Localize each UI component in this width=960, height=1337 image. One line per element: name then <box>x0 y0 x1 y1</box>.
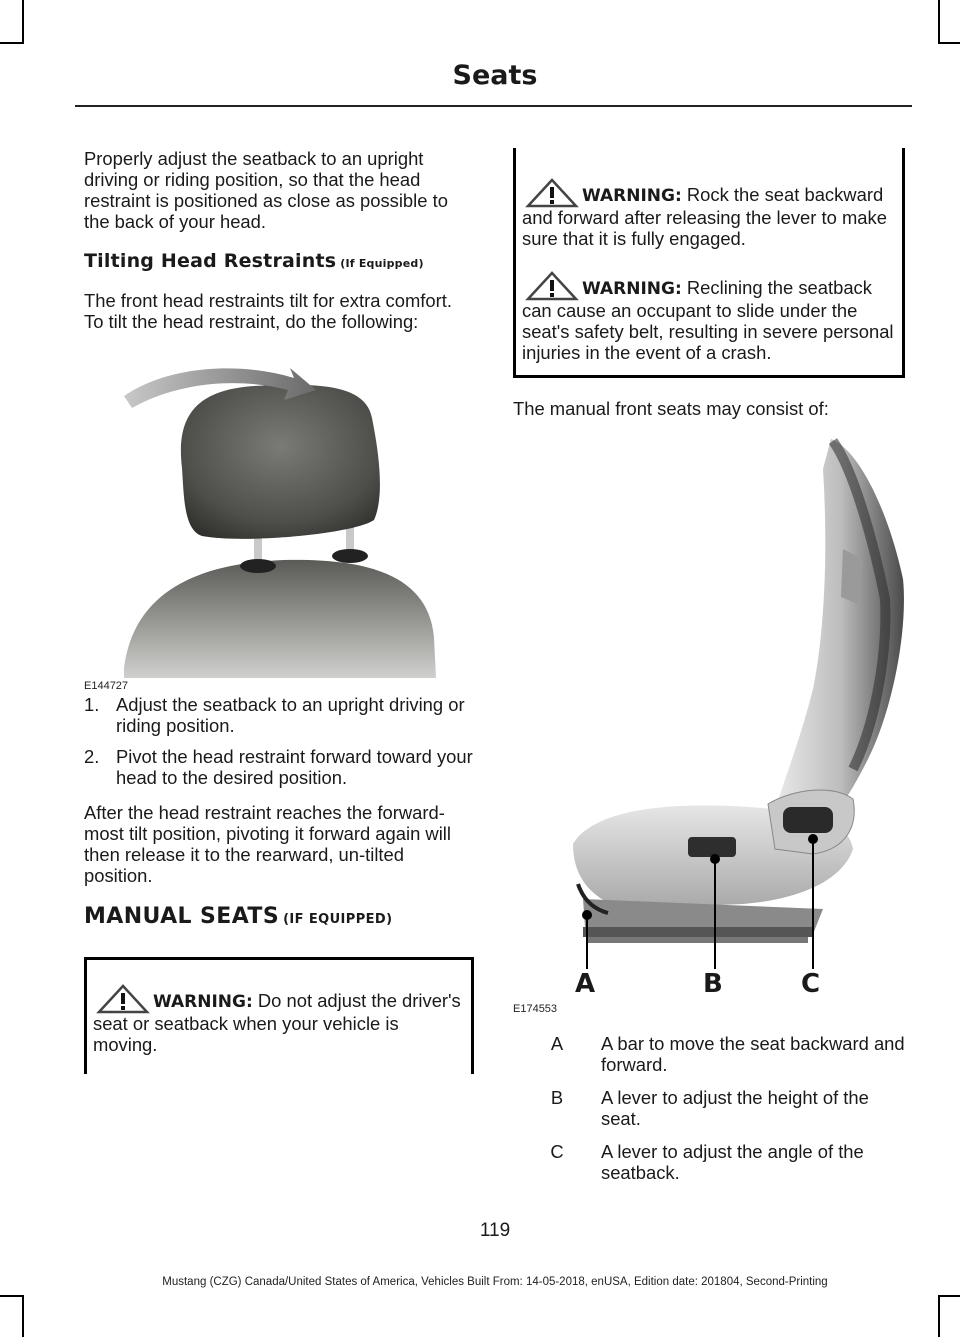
crop-mark <box>0 1295 22 1297</box>
warning-text: Rock the seat backward and forward after releasing the lever to make sure that it is fully engaged. <box>522 184 887 249</box>
list-item <box>84 694 474 736</box>
tilting-heading <box>84 250 474 272</box>
head-restraint-illustration <box>84 348 474 678</box>
list-item <box>84 746 474 788</box>
figure-code: E174553 <box>513 1003 558 1015</box>
warning-item <box>522 184 898 249</box>
warning-box <box>84 957 474 1074</box>
crop-mark <box>938 42 960 44</box>
crop-mark <box>938 1295 960 1297</box>
left-column <box>84 148 474 1074</box>
crop-mark <box>22 0 24 44</box>
tilting-paragraph: The front head restraints tilt for extra comfort. To tilt the head restraint, do the following: <box>84 290 452 332</box>
legend-row <box>513 1033 905 1075</box>
step-text: Adjust the seatback to an upright driving or riding position. <box>116 694 465 736</box>
legend <box>513 1033 905 1183</box>
warning-item <box>522 277 898 363</box>
tilting-heading-note: (If Equipped) <box>340 257 424 270</box>
legend-key: A <box>550 1033 564 1054</box>
manual-heading-text: MANUAL SEATS <box>84 904 280 929</box>
legend-text: A lever to adjust the height of the seat. <box>601 1087 869 1129</box>
head-restraint-figure <box>84 348 474 694</box>
warning-text: Do not adjust the driver's seat or seatback when your vehicle is moving. <box>93 990 461 1055</box>
warning-box <box>513 148 905 378</box>
intro-paragraph: Properly adjust the seatback to an upright driving or riding position, so that the head restraint is positioned as close as possible to the back of your head. <box>84 148 448 232</box>
callout-c: C <box>801 969 821 999</box>
legend-key: B <box>550 1087 564 1108</box>
warning-text: Reclining the seatback can cause an occupant to slide under the seat's safety belt, resulting in severe personal injuries in the event of a crash. <box>522 277 894 363</box>
legend-key: C <box>550 1141 564 1162</box>
warning-item <box>93 990 467 1055</box>
after-paragraph: After the head restraint reaches the forward-most tilt position, pivoting it forward again will then release it to the rearward, un-tilted position. <box>84 802 451 886</box>
crop-mark <box>0 42 22 44</box>
warning-icon <box>95 984 153 1014</box>
tilting-heading-text: Tilting Head Restraints <box>84 250 337 272</box>
callout-b: B <box>703 969 723 999</box>
header-rule <box>75 105 912 107</box>
legend-row <box>513 1141 905 1183</box>
legend-text: A lever to adjust the angle of the seatback. <box>601 1141 864 1183</box>
crop-mark <box>22 1295 24 1337</box>
step-number: 2. <box>84 746 100 767</box>
legend-row <box>513 1087 905 1129</box>
crop-mark <box>938 0 940 44</box>
manual-seat-illustration <box>513 429 905 989</box>
warning-label: WARNING: <box>582 186 682 206</box>
callout-a: A <box>575 969 596 999</box>
manual-seats-heading <box>84 904 474 929</box>
warning-label: WARNING: <box>153 992 253 1012</box>
page-title: Seats <box>452 60 538 91</box>
right-column <box>513 148 905 1195</box>
footer-text: Mustang (CZG) Canada/United States of America, Vehicles Built From: 14-05-2018, enUSA, Edition date: 201804, Second-Printing <box>162 1276 828 1288</box>
manual-seat-figure <box>513 429 905 1015</box>
page-number: 119 <box>479 1220 511 1241</box>
manual-intro-paragraph: The manual front seats may consist of: <box>513 398 829 419</box>
step-text: Pivot the head restraint forward toward your head to the desired position. <box>116 746 473 788</box>
warning-label: WARNING: <box>582 279 682 299</box>
manual-heading-note: (IF EQUIPPED) <box>283 912 393 927</box>
figure-code: E144727 <box>84 680 129 692</box>
warning-icon <box>524 271 582 301</box>
legend-text: A bar to move the seat backward and forward. <box>601 1033 905 1075</box>
warning-icon <box>524 178 582 208</box>
step-number: 1. <box>84 694 100 715</box>
crop-mark <box>938 1295 940 1337</box>
steps-list <box>84 694 474 788</box>
